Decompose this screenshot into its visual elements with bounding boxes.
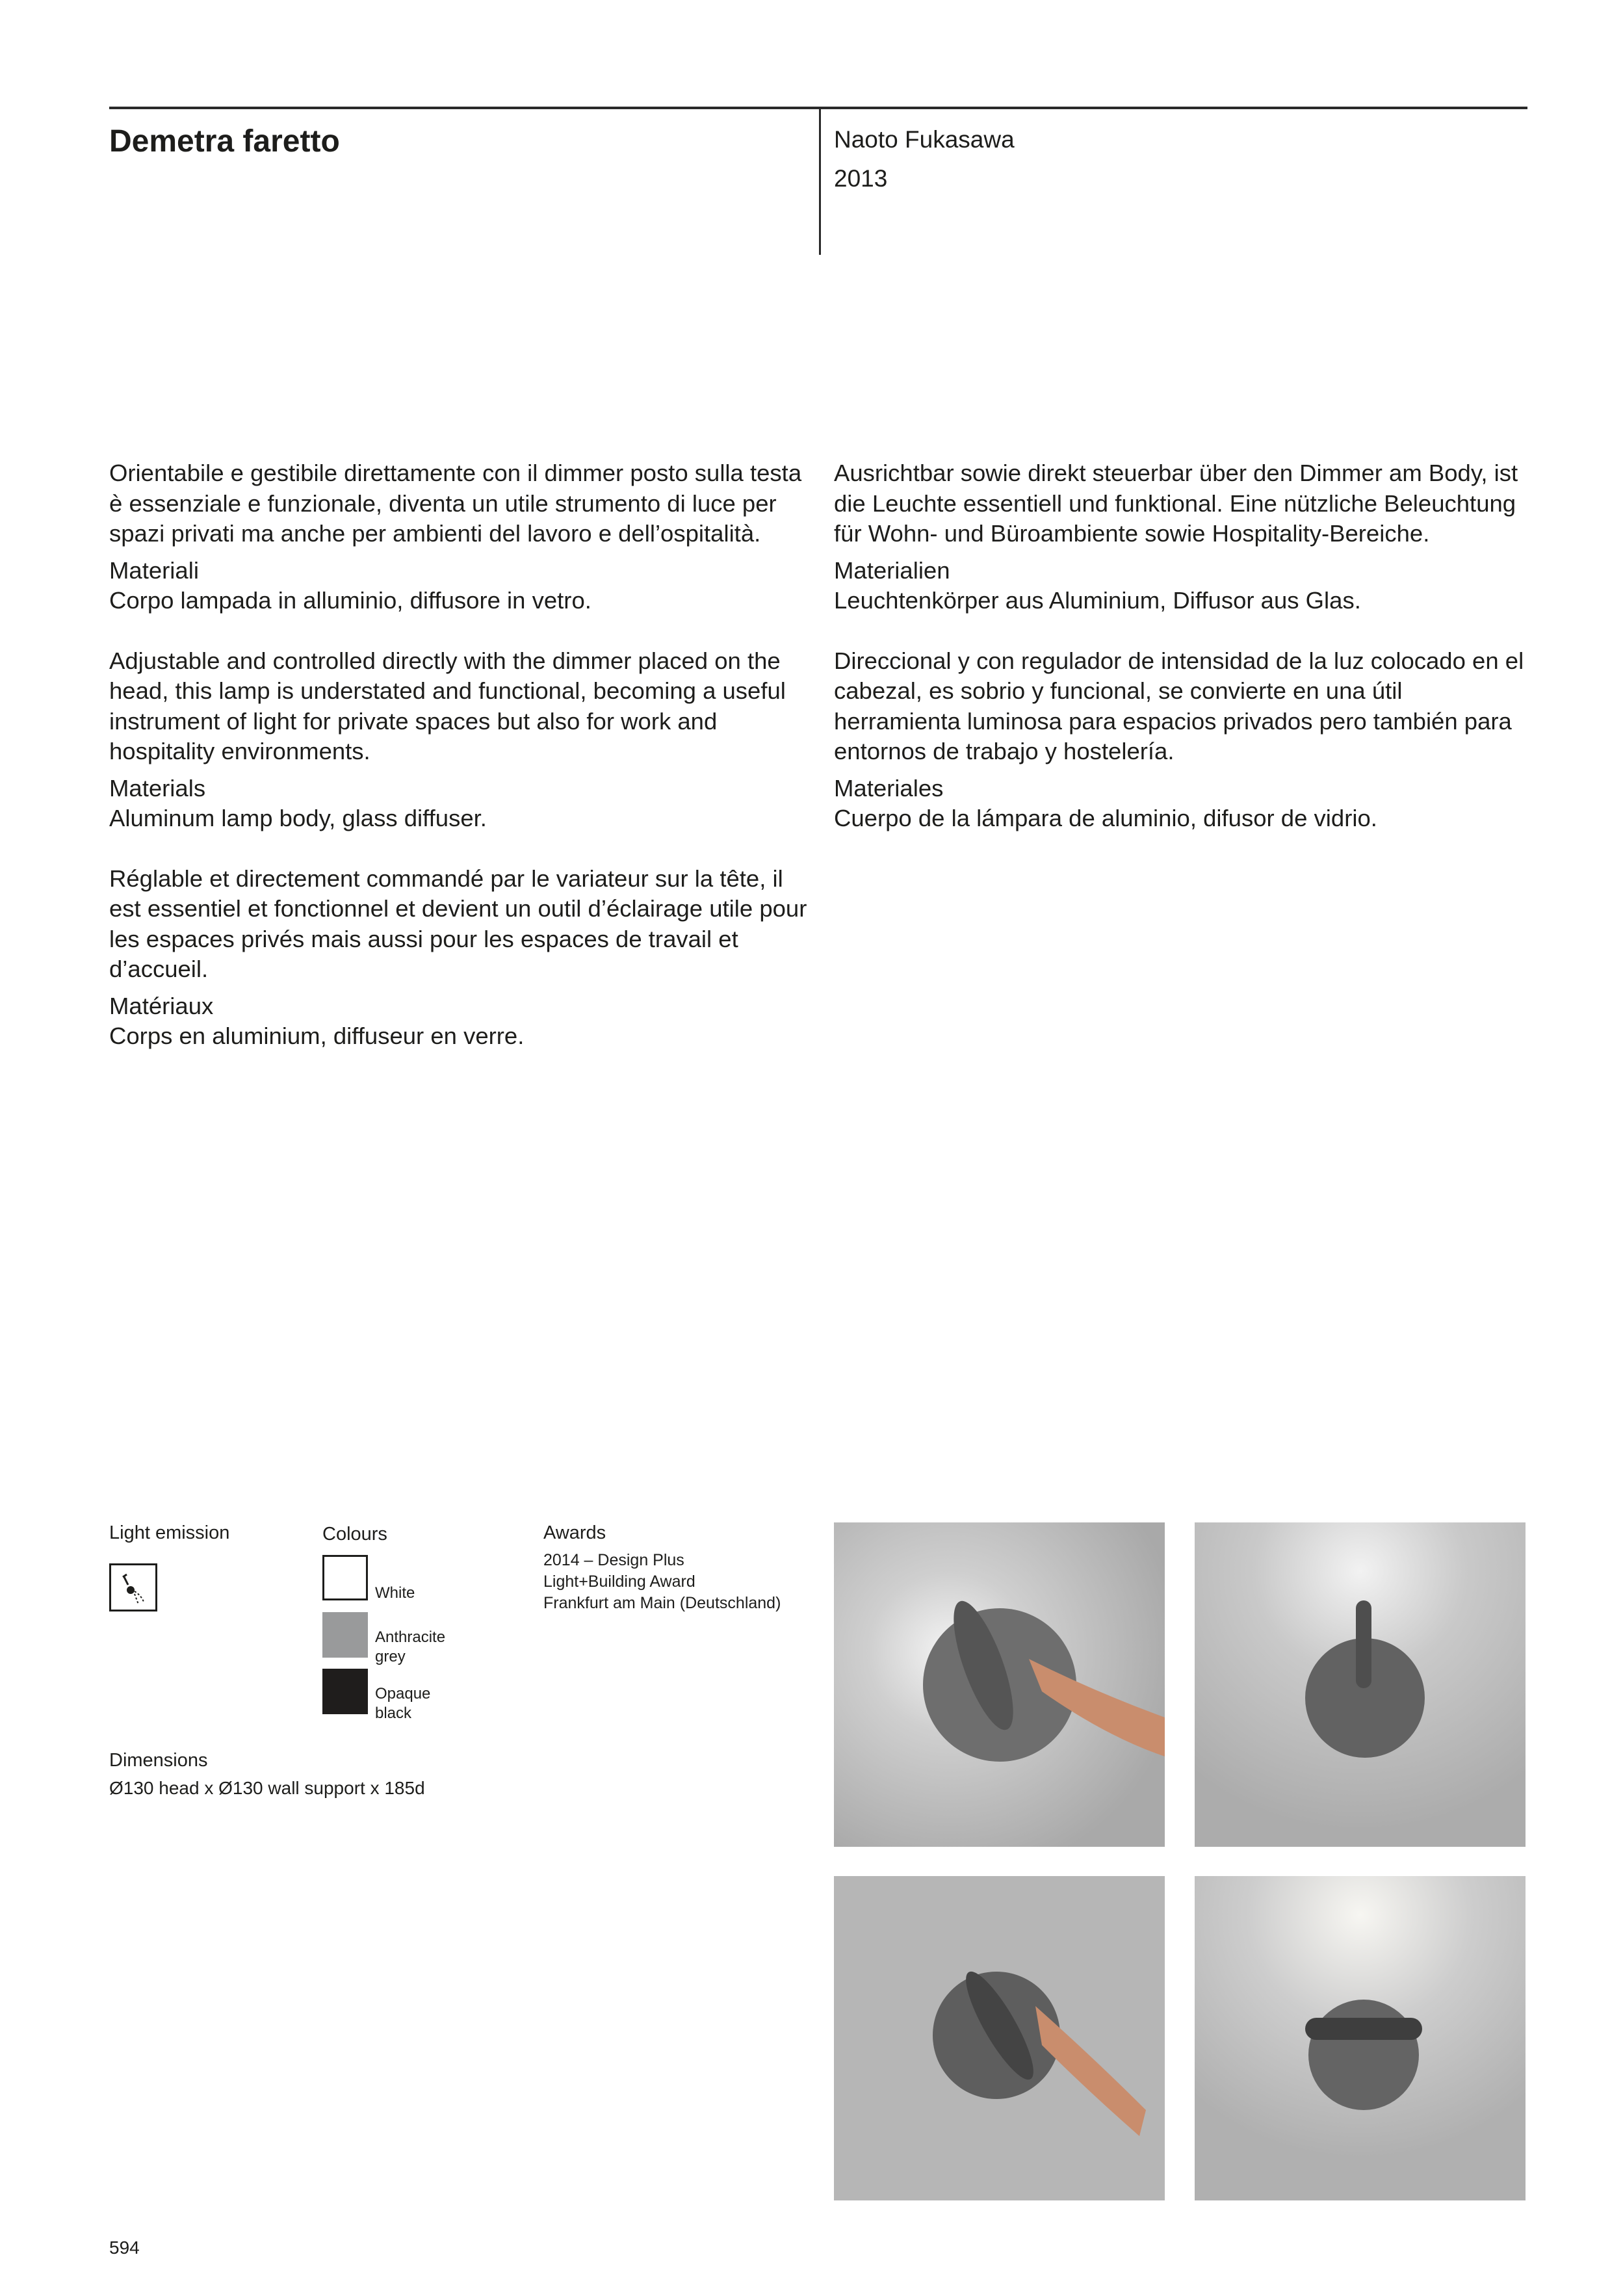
materials-heading-en: Materials [109, 774, 206, 802]
colour-label-white: White [375, 1584, 415, 1602]
product-photo-3 [834, 1876, 1165, 2200]
colour-swatch-anthracite [322, 1612, 368, 1658]
materials-es: Cuerpo de la lámpara de aluminio, difusor de vidrio. [834, 805, 1377, 831]
design-year: 2013 [834, 165, 888, 192]
product-photo-4 [1195, 1876, 1526, 2200]
materials-it: Corpo lampada in alluminio, diffusore in vetro. [109, 587, 591, 614]
description-de: Ausrichtbar sowie direkt steuerbar über den Dimmer am Body, ist die Leuchte essentiell und funktional. Eine nützliche Beleuchtung für Wohn- und Büroambiente sowie Hospitality-Bereiche. [834, 460, 1518, 547]
directional-light-icon [109, 1563, 157, 1611]
award-line-3: Frankfurt am Main (Deutschland) [543, 1594, 781, 1612]
materials-en: Aluminum lamp body, glass diffuser. [109, 805, 487, 831]
dimensions-label: Dimensions [109, 1750, 208, 1771]
colour-label-black [375, 1684, 430, 1723]
product-photo-2 [1195, 1522, 1526, 1847]
description-fr: Réglable et directement commandé par le variateur sur la tête, il est essentiel et fonctionnel et devient un outil d’éclairage utile pour les espaces privés mais aussi pour les espaces de travail et d’accueil. [109, 865, 807, 982]
award-line-2: Light+Building Award [543, 1572, 695, 1591]
colour-label-black-line1: Opaque [375, 1685, 431, 1702]
materials-heading-it: Materiali [109, 556, 199, 584]
materials-heading-fr: Matériaux [109, 992, 214, 1019]
materials-de: Leuchtenkörper aus Aluminium, Diffusor aus Glas. [834, 587, 1361, 614]
description-en: Adjustable and controlled directly with the dimmer placed on the head, this lamp is understated and functional, becoming a useful instrument of light for private spaces but also for work and hospitality environments. [109, 647, 786, 764]
header-rule [109, 107, 1527, 109]
colour-label-anthracite [375, 1628, 445, 1667]
product-photo-1 [834, 1522, 1165, 1847]
awards-text [543, 1550, 781, 1614]
page-number: 594 [109, 2237, 140, 2258]
dimensions-value: Ø130 head x Ø130 wall support x 185d [109, 1778, 425, 1798]
description-it: Orientabile e gestibile direttamente con il dimmer posto sulla testa è essenziale e funzionale, diventa un utile strumento di luce per spazi privati ma anche per ambienti del lavoro e dell’ospitalità. [109, 460, 802, 547]
header-divider [819, 108, 821, 255]
awards-label: Awards [543, 1522, 606, 1543]
product-title: Demetra faretto [109, 124, 340, 159]
colour-swatch-white [322, 1555, 368, 1600]
materials-heading-de: Materialien [834, 556, 950, 584]
designer-name: Naoto Fukasawa [834, 126, 1015, 153]
colour-swatch-black [322, 1669, 368, 1714]
light-emission-label: Light emission [109, 1522, 230, 1543]
colour-label-anthracite-line1: Anthracite [375, 1628, 446, 1646]
description-left-column [109, 458, 811, 1052]
description-es: Direccional y con regulador de intensidad de la luz colocado en el cabezal, es sobrio y funcional, se convierte en una útil herramienta luminosa para espacios privados pero también para entornos de trabajo y hostelería. [834, 647, 1524, 764]
description-right-column [834, 458, 1533, 834]
materials-heading-es: Materiales [834, 774, 944, 802]
colour-label-anthracite-line2: grey [375, 1648, 406, 1665]
materials-fr: Corps en aluminium, diffuseur en verre. [109, 1023, 525, 1049]
award-line-1: 2014 – Design Plus [543, 1551, 684, 1569]
colours-label: Colours [322, 1524, 387, 1545]
colour-label-black-line2: black [375, 1704, 412, 1722]
